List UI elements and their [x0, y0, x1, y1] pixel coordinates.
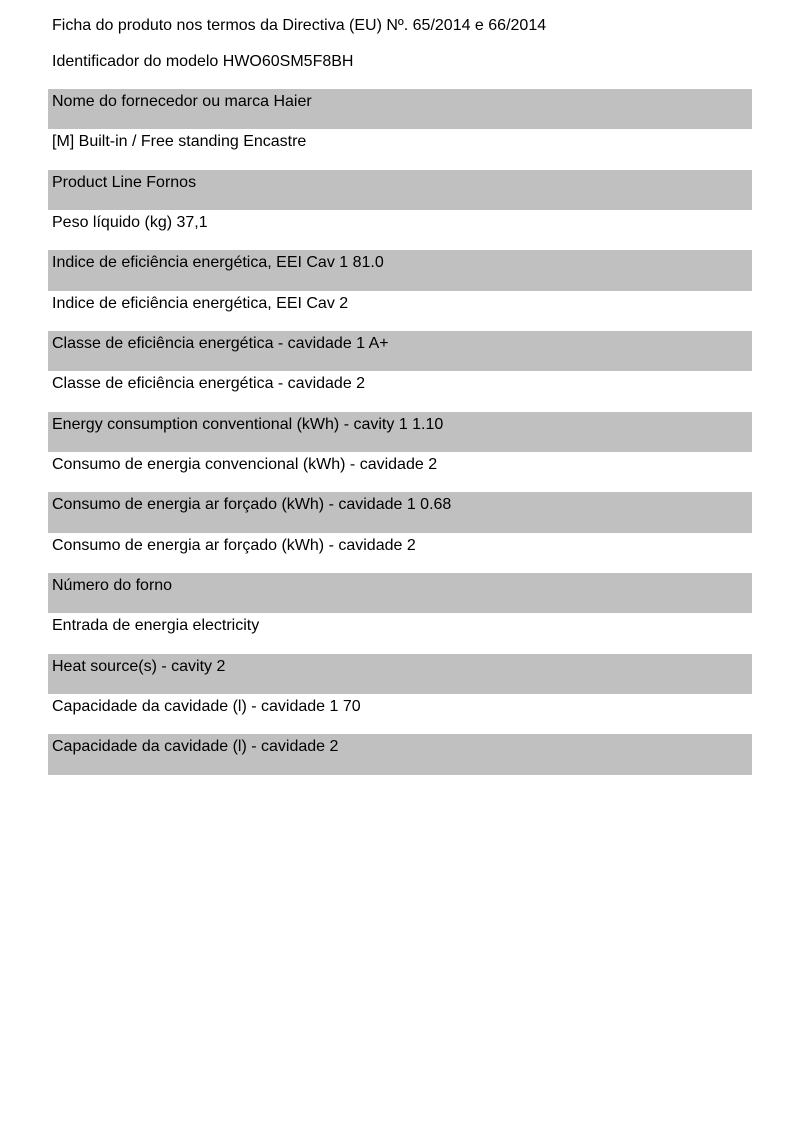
spec-row-heat-source-cavity-2: Heat source(s) - cavity 2 [48, 654, 752, 694]
spec-row-product-line: Product Line Fornos [48, 170, 752, 210]
spec-row-forced-air-consumption-cavity-1: Consumo de energia ar forçado (kWh) - cavidade 1 0.68 [48, 492, 752, 532]
spec-row-forced-air-consumption-cavity-2: Consumo de energia ar forçado (kWh) - cavidade 2 [52, 536, 416, 554]
spec-row-net-weight: Peso líquido (kg) 37,1 [52, 213, 208, 231]
spec-row-energy-class-cavity-2: Classe de eficiência energética - cavidade 2 [52, 375, 366, 393]
spec-row-energy-class-cavity-1: Classe de eficiência energética - cavidade 1 A+ [48, 331, 752, 371]
document-title: Ficha do produto nos termos da Directiva (EU) Nº. 65/2014 e 66/2014 [52, 17, 547, 34]
spec-table [48, 89, 752, 775]
spec-row-eei-cavity-1: Indice de eficiência energética, EEI Cav 1 81.0 [48, 250, 752, 290]
spec-row-capacity-cavity-1: Capacidade da cavidade (l) - cavidade 1 70 [52, 697, 361, 715]
spec-row-eei-cavity-2: Indice de eficiência energética, EEI Cav 2 [52, 294, 349, 312]
spec-row-supplier: Nome do fornecedor ou marca Haier [48, 89, 752, 129]
spec-row-capacity-cavity-2: Capacidade da cavidade (l) - cavidade 2 [48, 734, 752, 774]
spec-row-conventional-consumption-cavity-1: Energy consumption conventional (kWh) - cavity 1 1.10 [48, 412, 752, 452]
spec-row-installation: [M] Built-in / Free standing Encastre [52, 133, 307, 151]
spec-row-conventional-consumption-cavity-2: Consumo de energia convencional (kWh) - cavidade 2 [52, 455, 438, 473]
model-identifier: Identificador do modelo HWO60SM5F8BH [52, 53, 354, 70]
spec-row-energy-input: Entrada de energia electricity [52, 617, 260, 635]
spec-row-oven-number: Número do forno [48, 573, 752, 613]
